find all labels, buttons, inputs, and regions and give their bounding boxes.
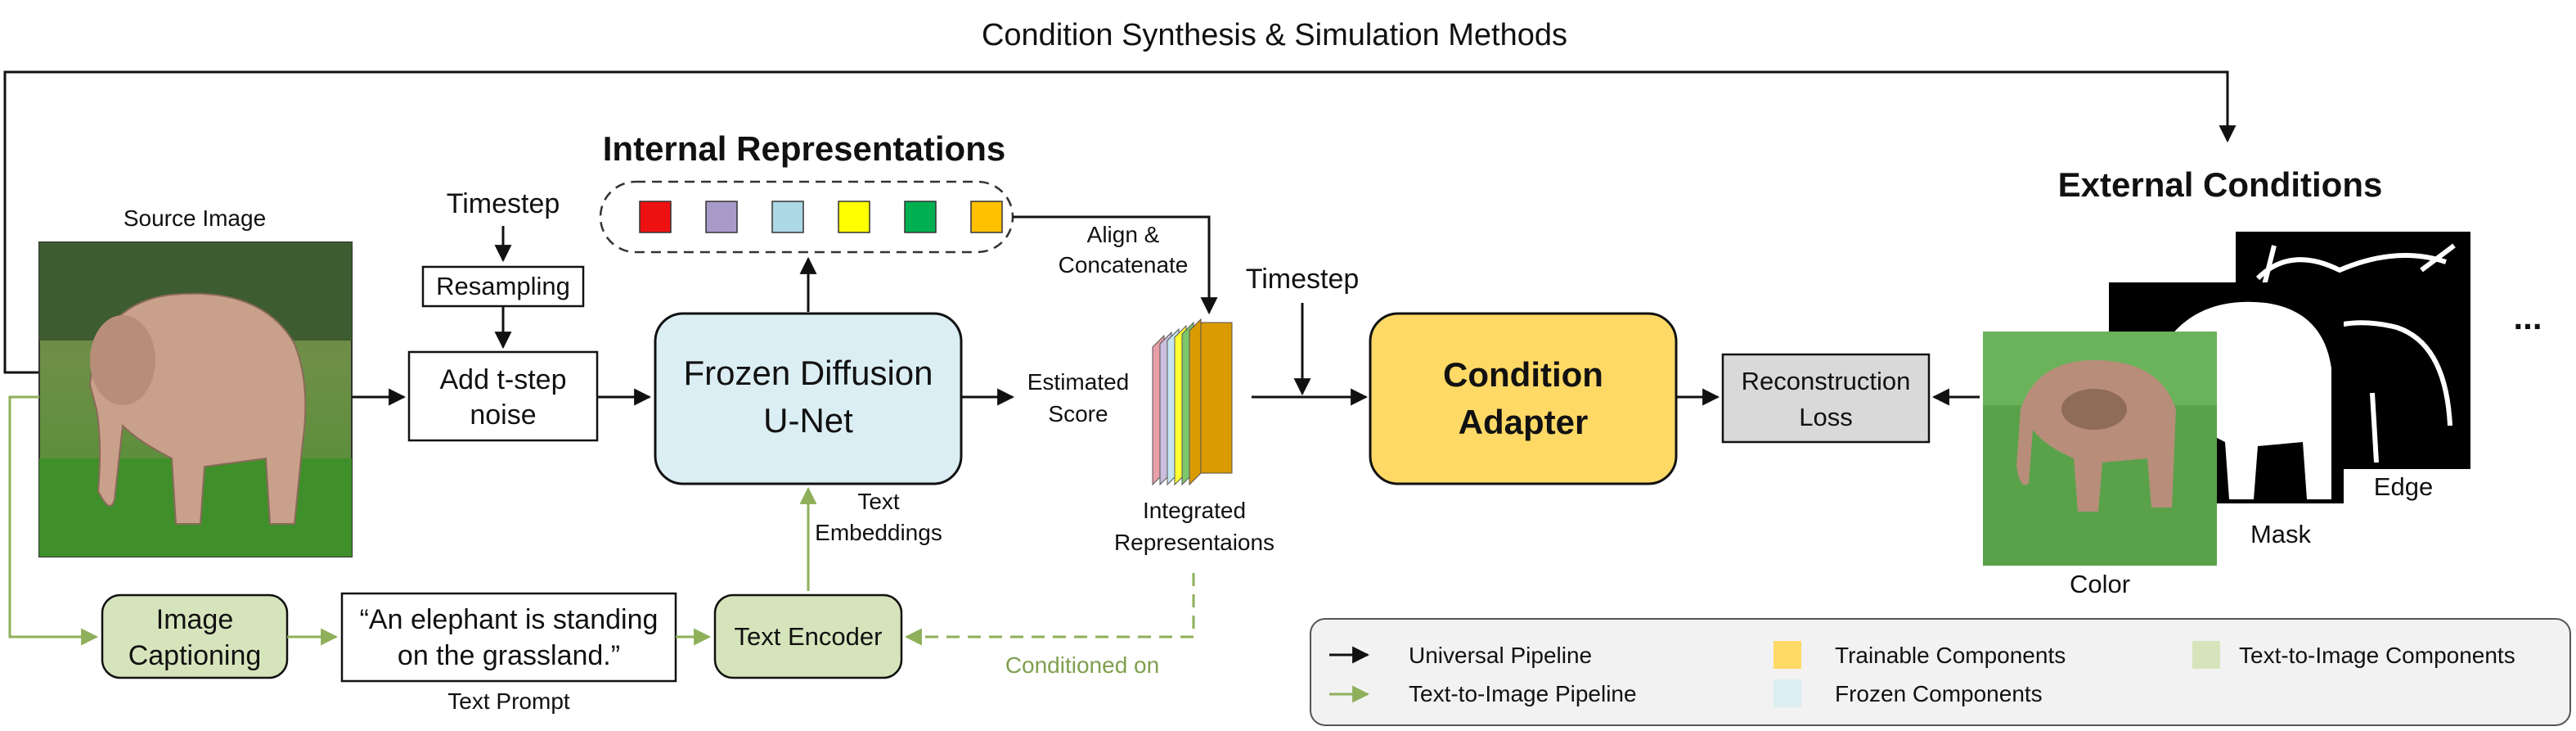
internal-swatch-5 xyxy=(905,201,936,232)
add-noise-box xyxy=(409,352,597,440)
source-image-label: Source Image xyxy=(123,205,267,231)
timestep-left-label: Timestep xyxy=(446,188,560,219)
text-prompt-box xyxy=(342,593,676,681)
image-captioning-box xyxy=(102,595,287,678)
text-encoder-box xyxy=(715,595,901,678)
source-image xyxy=(39,242,352,557)
resampling-box xyxy=(423,267,583,306)
text-embeddings-line1: Text xyxy=(857,489,900,514)
text-embeddings-line2: Embeddings xyxy=(815,520,942,545)
internal-swatch-2 xyxy=(706,201,737,232)
prompt-line1: “An elephant is standing xyxy=(359,604,659,635)
color-image xyxy=(1983,332,2217,566)
condition-adapter-box xyxy=(1370,314,1676,484)
estimated-line1: Estimated xyxy=(1027,369,1130,395)
reconstruction-loss-box xyxy=(1723,354,1929,442)
align-line1: Align & xyxy=(1086,222,1160,247)
conditioned-on-arrow xyxy=(906,573,1194,637)
integrated-stack xyxy=(1153,319,1232,485)
legend xyxy=(1310,619,2570,725)
unet-box xyxy=(655,314,961,484)
adapter-line1: Condition xyxy=(1443,355,1603,394)
captioning-line2: Captioning xyxy=(128,640,262,671)
integrated-front-face xyxy=(1201,323,1232,473)
unet-line1: Frozen Diffusion xyxy=(683,354,933,392)
internal-swatch-3 xyxy=(772,201,803,232)
resampling-label: Resampling xyxy=(436,272,570,300)
internal-title: Internal Representations xyxy=(602,129,1006,168)
text-encoder-label: Text Encoder xyxy=(734,622,883,651)
integrated-line1: Integrated xyxy=(1142,498,1247,523)
mask-label: Mask xyxy=(2250,520,2312,548)
unet-line2: U-Net xyxy=(763,401,853,440)
legend-trainable: Trainable Components xyxy=(1835,643,2066,668)
add-noise-line2: noise xyxy=(470,399,537,431)
legend-universal: Universal Pipeline xyxy=(1409,643,1593,668)
add-noise-line1: Add t-step xyxy=(439,364,567,395)
text-prompt-label: Text Prompt xyxy=(447,688,570,714)
estimated-line2: Score xyxy=(1048,401,1108,426)
legend-t2i-swatch xyxy=(2192,641,2220,669)
align-line2: Concatenate xyxy=(1058,252,1189,278)
external-title: External Conditions xyxy=(2057,165,2383,204)
edge-label: Edge xyxy=(2373,472,2434,501)
prompt-line2: on the grassland.” xyxy=(397,640,621,671)
captioning-line1: Image xyxy=(155,604,234,635)
conditioned-on-label: Conditioned on xyxy=(1005,652,1160,678)
legend-frozen-swatch xyxy=(1774,679,1801,707)
more-conditions-ellipsis: ... xyxy=(2513,298,2542,336)
legend-t2i-components: Text-to-Image Components xyxy=(2239,643,2515,668)
internal-swatch-6 xyxy=(971,201,1002,232)
adapter-line2: Adapter xyxy=(1458,403,1589,441)
internal-swatch-4 xyxy=(838,201,870,232)
diagram-title: Condition Synthesis & Simulation Methods xyxy=(981,18,1568,52)
timestep-right-label: Timestep xyxy=(1245,264,1360,295)
legend-trainable-swatch xyxy=(1774,641,1801,669)
loss-line1: Reconstruction xyxy=(1741,367,1911,395)
color-label: Color xyxy=(2069,570,2131,598)
legend-frozen: Frozen Components xyxy=(1835,681,2043,706)
integrated-line2: Representaions xyxy=(1113,530,1275,555)
internal-swatch-1 xyxy=(640,201,671,232)
legend-t2i-pipeline: Text-to-Image Pipeline xyxy=(1409,681,1637,706)
integrated-layer-6 xyxy=(1189,319,1201,485)
loss-line2: Loss xyxy=(1799,403,1853,431)
